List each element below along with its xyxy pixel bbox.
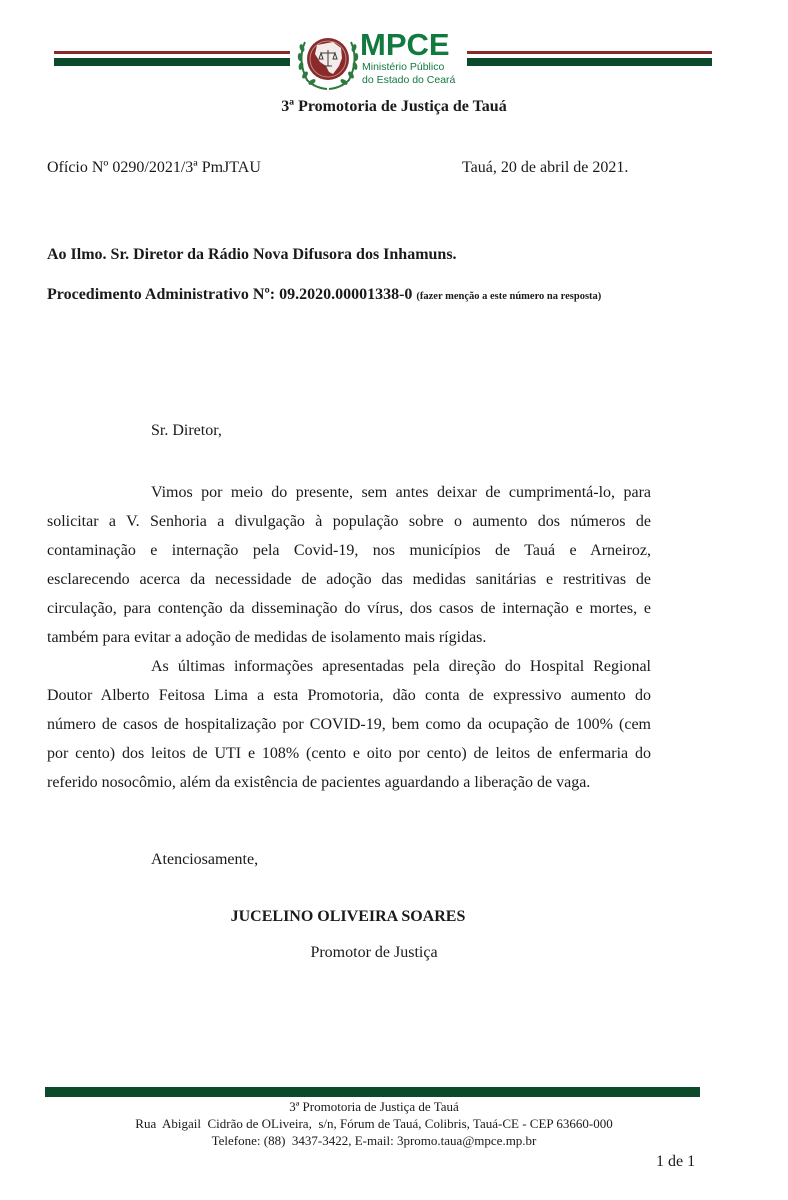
mpce-logo <box>293 28 363 92</box>
footer-office: 3ª Promotoria de Justiça de Tauá <box>289 1099 459 1114</box>
paragraph-line: esclarecendo acerca da necessidade de adoção das medidas sanitárias e restritivas de <box>47 571 651 588</box>
paragraph-line: Vimos por meio do presente, sem antes deixar de cumprimentá-lo, para <box>151 484 651 501</box>
paragraph-line: circulação, para contenção da disseminação do vírus, dos casos de internação e mortes, e <box>47 600 651 617</box>
paragraph-line: também para evitar a adoção de medidas de isolamento mais rígidas. <box>47 629 487 646</box>
footer-address: Rua Abigail Cidrão de OLiveira, s/n, Fórum de Tauá, Colibris, Tauá-CE - CEP 63660-000 <box>135 1116 613 1131</box>
letter-reference: Ofício Nº 0290/2021/3ª PmJTAU <box>47 159 261 176</box>
paragraph-line: solicitar a V. Senhoria a divulgação à população sobre o aumento dos números de <box>47 513 651 530</box>
mpce-emblem-icon <box>293 28 363 92</box>
footer-contact: Telefone: (88) 3437-3422, E-mail: 3promo.taua@mpce.mp.br <box>211 1133 537 1148</box>
signer-title: Promotor de Justiça <box>310 944 438 961</box>
paragraph-line: Doutor Alberto Feitosa Lima a esta Promotoria, dão conta de expressivo aumento do <box>47 687 651 704</box>
footer-rule <box>45 1087 700 1097</box>
closing: Atenciosamente, <box>151 851 259 868</box>
body-paragraph-2 <box>47 652 651 797</box>
body-paragraph-1 <box>47 478 651 652</box>
procedure-note: (fazer menção a este número na resposta) <box>416 291 602 302</box>
office-title: 3ª Promotoria de Justiça de Tauá <box>281 98 507 115</box>
place-date: Tauá, 20 de abril de 2021. <box>462 159 629 176</box>
header-rule-right-red <box>467 51 712 54</box>
logo-line-2: do Estado do Ceará <box>362 74 456 86</box>
addressee: Ao Ilmo. Sr. Diretor da Rádio Nova Difusora dos Inhamuns. <box>47 246 457 263</box>
logo-acronym: MPCE <box>360 27 450 62</box>
header-rule-right-green <box>467 58 712 66</box>
paragraph-line: número de casos de hospitalização por COVID-19, bem como da ocupação de 100% (cem <box>47 716 651 733</box>
header-rule-left-green <box>54 58 290 66</box>
salutation: Sr. Diretor, <box>151 422 222 439</box>
paragraph-line: referido nosocômio, além da existência de pacientes aguardando a liberação de vaga. <box>47 774 591 791</box>
signer-name: JUCELINO OLIVEIRA SOARES <box>230 908 466 925</box>
procedure-number: Procedimento Administrativo Nº: 09.2020.00001338-0 <box>47 286 413 303</box>
logo-line-1: Ministério Público <box>362 61 445 73</box>
paragraph-line: As últimas informações apresentadas pela direção do Hospital Regional <box>151 658 651 675</box>
header-rule-left-red <box>54 51 290 54</box>
paragraph-line: contaminação e internação pela Covid-19, nos municípios de Tauá e Arneiroz, <box>47 542 651 559</box>
paragraph-line: por cento) dos leitos de UTI e 108% (cento e oito por cento) de leitos de enfermaria do <box>47 745 651 762</box>
procedure-line <box>47 286 601 304</box>
page-indicator: 1 de 1 <box>656 1153 696 1170</box>
